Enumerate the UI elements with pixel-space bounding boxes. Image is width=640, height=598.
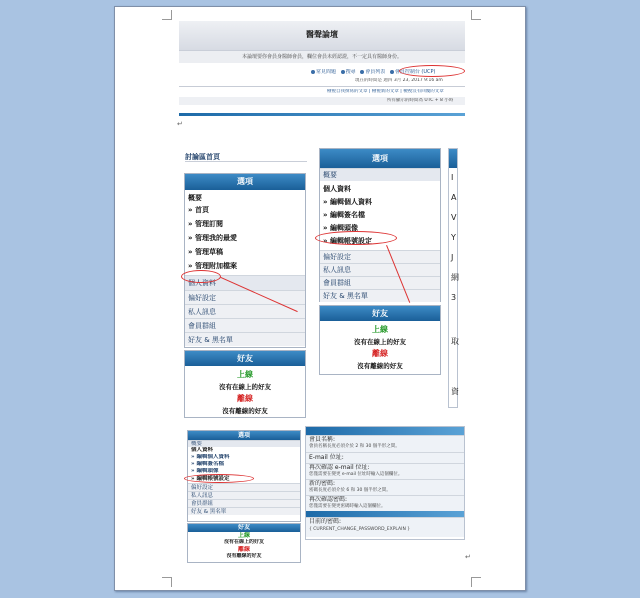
menu-edit-profile[interactable]: » 編輯個人資料 [191, 454, 230, 460]
crop-mark [162, 577, 172, 587]
new-password-label: 新的密碼: [309, 480, 336, 487]
new-password-hint: 密碼長度必須介於 6 和 30 個半形之間。 [309, 488, 391, 493]
side-text: 取 [451, 337, 459, 346]
friends-header: 好友 [320, 306, 440, 321]
crop-mark [471, 577, 481, 587]
crop-mark [471, 10, 481, 20]
options-panel-profile [319, 148, 441, 302]
tab-friends-foes[interactable]: 好友 & 黑名單 [188, 507, 300, 515]
forum-description: 本論壇要你會員身醫師會員，欄位會員未經認證，不一定具有醫師身份。 [179, 51, 465, 63]
forum-header [179, 21, 465, 51]
username-label: 會員名稱: [309, 436, 336, 443]
tab-friends-foes[interactable]: 好友 & 黑名單 [185, 332, 305, 346]
tab-friends-foes[interactable]: 好友 & 黑名單 [320, 289, 440, 302]
friends-panel [319, 305, 441, 375]
no-offline-friends: 沒有離線的好友 [226, 553, 262, 559]
members-icon [360, 70, 364, 74]
current-password-row[interactable] [306, 517, 464, 537]
menu-edit-account[interactable]: » 編輯帳號設定 [191, 476, 230, 482]
nav-faq[interactable]: 常見問題 [311, 69, 336, 75]
friends-panel [184, 350, 306, 418]
options-header: 選項 [185, 174, 305, 190]
current-password-label: 目前的密碼: [309, 518, 342, 525]
tab-overview[interactable]: 概要 [320, 168, 440, 181]
profile-heading: 個人資料 [323, 185, 351, 193]
crop-mark [162, 10, 172, 20]
tab-private-messages[interactable]: 私人訊息 [320, 263, 440, 276]
tab-private-messages[interactable]: 私人訊息 [188, 491, 300, 499]
menu-drafts[interactable]: » 管理草稿 [188, 248, 223, 256]
nav-search[interactable]: 搜尋 [341, 69, 356, 75]
faq-icon [311, 70, 315, 74]
email-row[interactable] [306, 452, 464, 463]
menu-subscriptions[interactable]: » 管理訂閱 [188, 220, 223, 228]
profile-heading: 個人資料 [191, 447, 214, 453]
online-heading: 上線 [237, 370, 253, 379]
no-online-friends: 沒有在線上的好友 [354, 338, 406, 346]
current-password-hint: { CURRENT_CHANGE_PASSWORD_EXPLAIN } [309, 527, 411, 532]
email-confirm-label: 再次確認 e-mail 位址: [309, 464, 370, 471]
no-online-friends: 沒有在線上的好友 [223, 539, 264, 545]
cropped-side-panel [448, 148, 458, 408]
document-page [114, 6, 526, 591]
forum-title: 醫聲論壇 [306, 30, 338, 39]
search-icon [341, 70, 345, 74]
friends-header: 好友 [185, 351, 305, 366]
menu-edit-profile[interactable]: » 編輯個人資料 [323, 198, 372, 206]
menu-edit-signature[interactable]: » 編輯簽名檔 [191, 461, 224, 467]
tab-usergroups[interactable]: 會員群組 [185, 318, 305, 332]
current-time: 現在的時間是 週四 3月 23, 2017 9:16 am [355, 78, 443, 83]
email-confirm-hint: 您僅需要在變更 e-mail 位址時輸入這個欄位。 [309, 472, 403, 477]
divider [179, 86, 465, 87]
offline-heading: 離線 [237, 546, 250, 553]
no-offline-friends: 沒有離線的好友 [222, 407, 268, 415]
menu-edit-account[interactable]: » 編輯帳號設定 [323, 237, 372, 245]
side-text: 資 [451, 387, 459, 396]
confirm-password-hint: 您僅需要在變更密碼時輸入這個欄位。 [309, 504, 386, 509]
menu-bookmarks[interactable]: » 管理我的最愛 [188, 234, 237, 242]
options-panel-ucp-main [184, 173, 306, 348]
email-confirm-row[interactable] [306, 463, 464, 479]
tab-usergroups[interactable]: 會員群組 [188, 499, 300, 507]
nav-memberlist[interactable]: 會員列表 [360, 69, 385, 75]
side-text: A [451, 193, 457, 202]
friends-panel-small [187, 523, 301, 563]
overview-heading: 概要 [188, 194, 202, 202]
menu-edit-avatar[interactable]: » 編輯頭像 [323, 224, 358, 232]
ucp-icon [390, 70, 394, 74]
nav-ucp[interactable]: 會員控制台 (UCP) [390, 69, 436, 75]
offline-heading: 離線 [237, 394, 253, 403]
form-header-bar [306, 427, 464, 435]
tab-preferences[interactable]: 偏好設定 [320, 250, 440, 263]
side-panel-header [449, 149, 457, 168]
tab-profile[interactable]: 個人資料 [185, 275, 305, 290]
menu-front[interactable]: » 首頁 [188, 206, 209, 214]
annotation-circle [184, 474, 254, 483]
side-text: I [451, 173, 454, 182]
return-mark: ↵ [177, 120, 183, 128]
no-online-friends: 沒有在線上的好友 [219, 383, 271, 391]
side-text: V [451, 213, 457, 222]
tab-usergroups[interactable]: 會員群組 [320, 276, 440, 289]
options-header: 選項 [320, 149, 440, 168]
board-index-link[interactable]: 討論區首頁 [185, 152, 307, 162]
online-heading: 上線 [372, 325, 388, 334]
timezone: 所有顯示的時間為 UTC + 8 小時 [387, 98, 454, 103]
tab-private-messages[interactable]: 私人訊息 [185, 304, 305, 318]
email-label: E-mail 位址: [309, 454, 344, 461]
annotation-circle [181, 270, 221, 283]
annotation-circle [399, 65, 465, 77]
account-settings-form [305, 426, 465, 540]
annotation-circle [315, 231, 397, 245]
menu-edit-signature[interactable]: » 編輯簽名檔 [323, 211, 365, 219]
friends-header: 好友 [188, 524, 300, 532]
offline-heading: 離線 [372, 349, 388, 358]
side-text: 網 [451, 273, 459, 282]
tab-preferences[interactable]: 偏好設定 [185, 290, 305, 304]
online-heading: 上線 [237, 532, 250, 539]
menu-edit-avatar[interactable]: » 編輯頭像 [191, 468, 219, 474]
no-offline-friends: 沒有離線的好友 [357, 362, 403, 370]
options-header: 選項 [188, 431, 300, 440]
side-text: 3 [451, 293, 457, 302]
side-text: Y [451, 233, 456, 242]
return-mark: ↵ [465, 553, 471, 561]
confirm-password-row[interactable] [306, 495, 464, 511]
username-hint: 會員名稱長度必須介於 2 和 30 個半形之間。 [309, 444, 400, 449]
new-password-row[interactable] [306, 479, 464, 495]
search-links[interactable]: 檢視自我撰寫的文章 | 檢視新的文章 | 檢視沒有回覆的文章 [327, 89, 444, 94]
header-bottom-bar [179, 113, 465, 116]
side-text: J [451, 253, 454, 262]
confirm-password-label: 再次確認密碼: [309, 496, 348, 503]
username-row[interactable] [306, 435, 464, 452]
tab-overview[interactable]: 概要 [188, 440, 300, 447]
tab-preferences[interactable]: 偏好設定 [188, 483, 300, 491]
menu-attachments[interactable]: » 管理附加檔案 [188, 262, 237, 270]
